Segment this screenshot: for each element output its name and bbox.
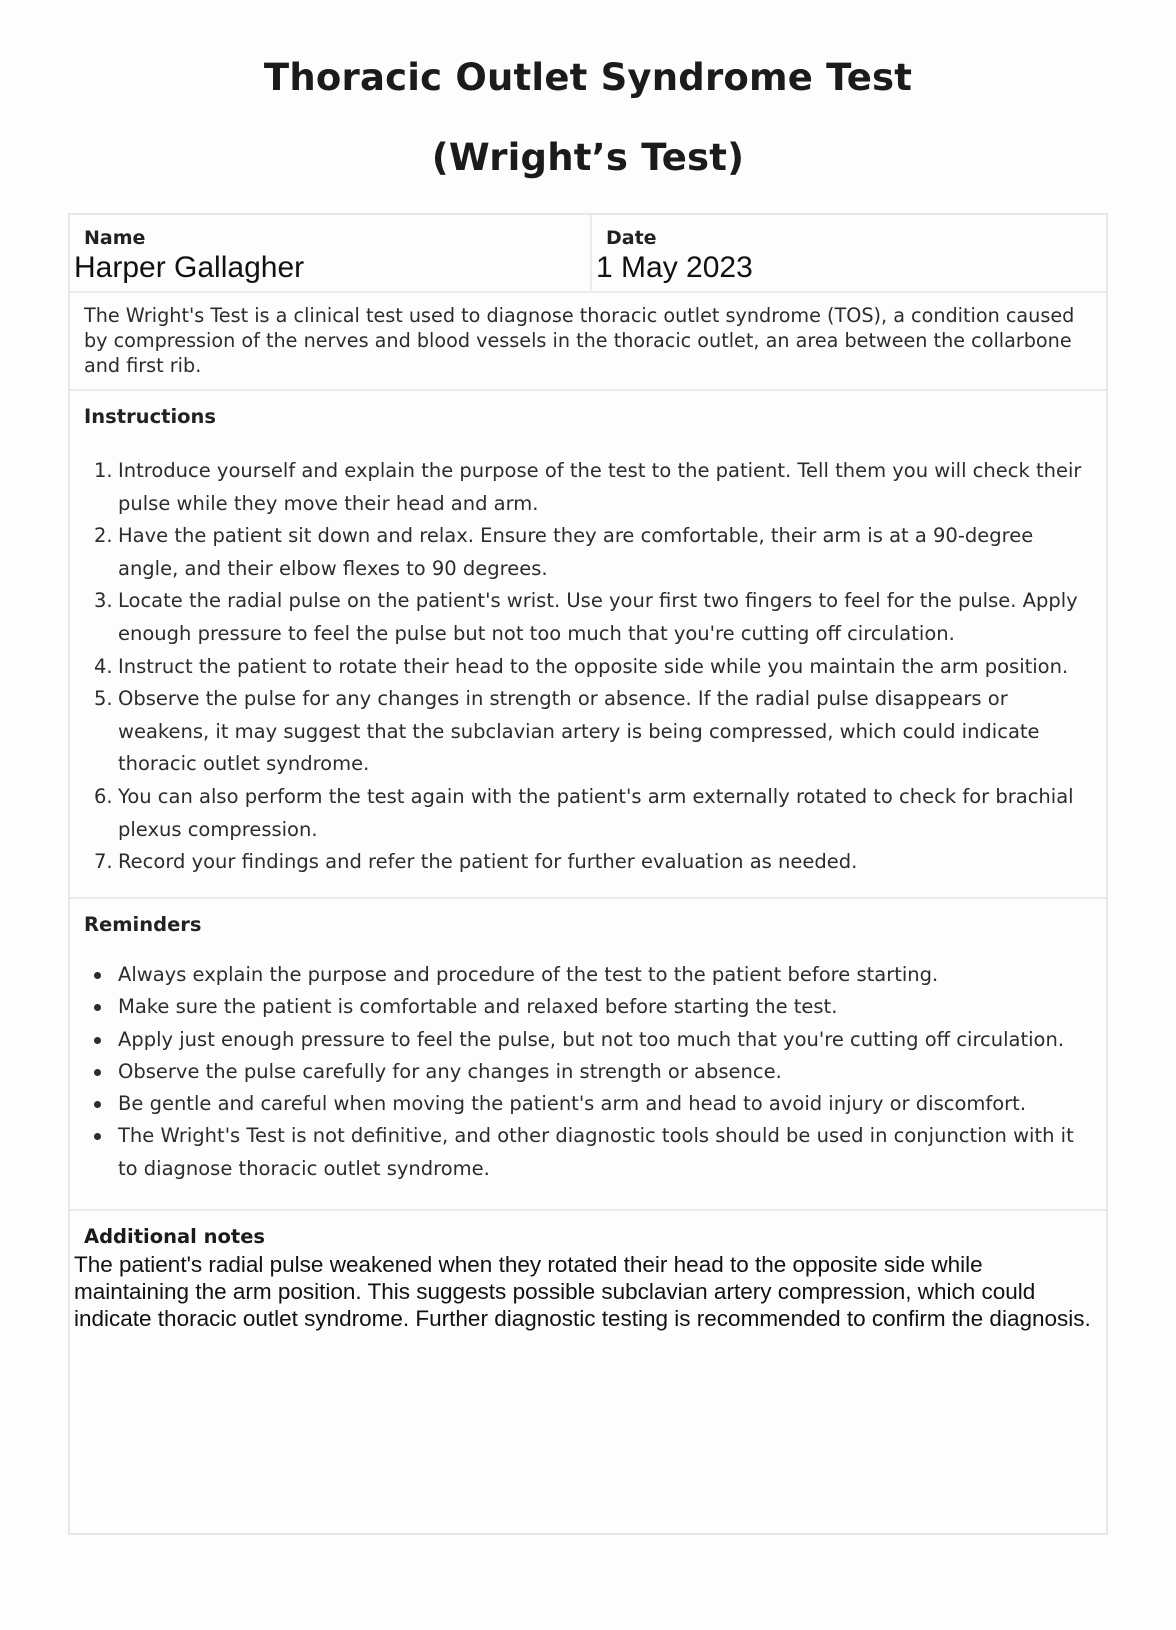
name-field[interactable] [70, 215, 592, 291]
intro-section [70, 293, 1106, 391]
document-subtitle: (Wright’s Test) [431, 136, 745, 179]
date-value[interactable]: 1 May 2023 [596, 251, 753, 284]
step-number: 7. [94, 850, 113, 874]
assessment-form [68, 213, 1108, 1535]
intro-text: The Wright's Test is a clinical test used to diagnose thoracic outlet syndrome (TOS), a condition caused by compression of the nerves and blood vessels in the thoracic outlet, an area between the collarbone and first rib. [84, 304, 1075, 377]
instruction-step [70, 585, 1106, 650]
step-text: Record your findings and refer the patient for further evaluation as needed. [118, 850, 858, 874]
notes-title: Additional notes [84, 1225, 266, 1248]
instructions-section [70, 391, 1106, 899]
reminder-item [70, 991, 1106, 1023]
bullet-icon [94, 1004, 101, 1011]
step-number: 6. [94, 784, 113, 808]
reminder-item [70, 1088, 1106, 1120]
step-number: 5. [94, 687, 113, 711]
reminder-item [70, 959, 1106, 991]
additional-notes-section [70, 1211, 1106, 1533]
reminder-item [70, 1056, 1106, 1088]
instructions-list [70, 455, 1106, 879]
instruction-step [70, 520, 1106, 585]
step-text: Locate the radial pulse on the patient's wrist. Use your first two fingers to feel for the pulse. Apply enough pressure to feel the pulse but not too much that you're cutting off circulation. [118, 589, 1078, 645]
notes-text[interactable]: The patient's radial pulse weakened when they rotated their head to the opposite side while maintaining the arm position. This suggests possible subclavian artery compression, which could indicate thoracic outlet syndrome. Further diagnostic testing is recommended to confirm the diagnosis. [74, 1252, 1091, 1331]
step-text: Observe the pulse for any changes in strength or absence. If the radial pulse disappears or weakens, it may suggest that the subclavian artery is being compressed, which could indicate thoracic outlet syndrome. [118, 687, 1040, 776]
reminder-text: Apply just enough pressure to feel the pulse, but not too much that you're cutting off circulation. [118, 1027, 1065, 1051]
step-number: 2. [94, 524, 113, 548]
reminder-text: Make sure the patient is comfortable and relaxed before starting the test. [118, 995, 838, 1019]
step-text: Instruct the patient to rotate their head to the opposite side while you maintain the arm position. [118, 654, 1069, 678]
bullet-icon [94, 1037, 101, 1044]
reminder-item [70, 1120, 1106, 1185]
date-label: Date [606, 227, 657, 249]
bullet-icon [94, 1133, 101, 1140]
step-number: 4. [94, 654, 113, 678]
step-text: You can also perform the test again with the patient's arm externally rotated to check for brachial plexus compression. [118, 784, 1074, 841]
document-title: Thoracic Outlet Syndrome Test [263, 56, 913, 99]
bullet-icon [94, 1069, 101, 1076]
reminders-section [70, 899, 1106, 1211]
step-number: 3. [94, 589, 113, 613]
date-field[interactable] [592, 215, 1108, 291]
step-text: Have the patient sit down and relax. Ensure they are comfortable, their arm is at a 90-degree angle, and their elbow flexes to 90 degrees. [118, 524, 1034, 580]
reminders-title: Reminders [84, 913, 202, 936]
bullet-icon [94, 972, 101, 979]
reminder-text: The Wright's Test is not definitive, and other diagnostic tools should be used in conjunction with it to diagnose thoracic outlet syndrome. [118, 1124, 1074, 1180]
patient-info-row [70, 215, 1106, 293]
instructions-title: Instructions [84, 405, 217, 428]
instruction-step [70, 781, 1106, 846]
reminder-text: Observe the pulse carefully for any changes in strength or absence. [118, 1059, 782, 1083]
step-number: 1. [94, 459, 113, 482]
instruction-step [70, 651, 1106, 684]
instruction-step [70, 455, 1106, 520]
bullet-icon [94, 1101, 101, 1108]
reminder-text: Be gentle and careful when moving the patient's arm and head to avoid injury or discomfort. [118, 1092, 1027, 1116]
name-label: Name [84, 227, 146, 249]
reminder-item [70, 1024, 1106, 1056]
reminder-text: Always explain the purpose and procedure of the test to the patient before starting. [118, 963, 939, 986]
step-text: Introduce yourself and explain the purpose of the test to the patient. Tell them you will check their pulse while they move their head and arm. [118, 459, 1082, 515]
instruction-step [70, 683, 1106, 781]
instruction-step [70, 846, 1106, 879]
name-value[interactable]: Harper Gallagher [74, 251, 305, 284]
reminders-list [70, 959, 1106, 1185]
